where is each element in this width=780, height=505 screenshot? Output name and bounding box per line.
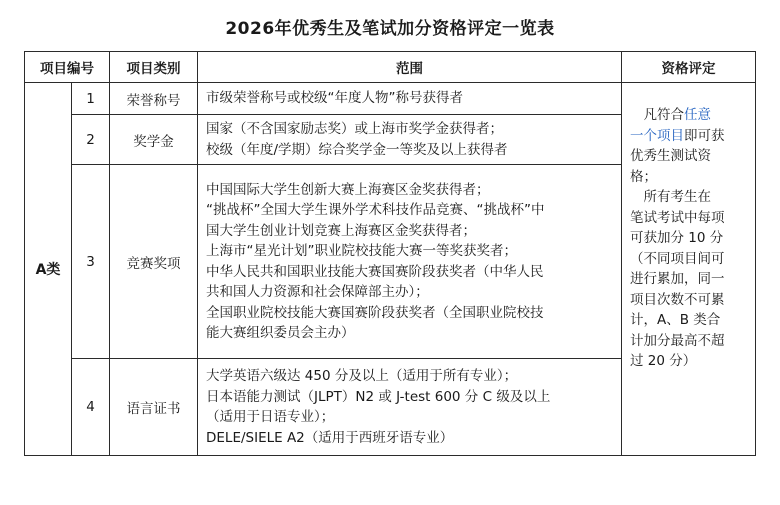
row-scope bbox=[198, 359, 622, 456]
row-scope bbox=[198, 165, 622, 359]
scope-line: 国大学生创业计划竞赛上海赛区金奖获得者； bbox=[206, 222, 476, 239]
row-number: 1 bbox=[72, 83, 110, 115]
qual-text: 即可获 bbox=[684, 127, 725, 144]
qual-line: 优秀生测试资 bbox=[630, 148, 711, 164]
scope-line: 中国国际大学生创新大赛上海赛区金奖获得者； bbox=[206, 181, 490, 198]
header-item-no: 项目编号 bbox=[25, 52, 110, 83]
qual-line: 笔试考试中每项 bbox=[630, 209, 725, 226]
qual-highlight: 任意 bbox=[684, 107, 711, 123]
scope-line: 全国职业院校技能大赛国赛阶段获奖者（全国职业院校技 bbox=[206, 304, 544, 321]
row-type: 奖学金 bbox=[110, 115, 198, 165]
qual-line: 可获加分 10 分 bbox=[630, 230, 724, 246]
row-number: 2 bbox=[72, 115, 110, 165]
scope-line: 中华人民共和国职业技能大赛国赛阶段获奖者（中华人民 bbox=[206, 263, 544, 280]
qual-line: 进行累加，同一 bbox=[630, 271, 725, 287]
qual-text: 凡符合 bbox=[630, 107, 684, 123]
scope-line: 大学英语六级达 450 分及以上（适用于所有专业）； bbox=[206, 368, 518, 384]
qual-line: （不同项目间可 bbox=[630, 250, 725, 267]
qual-highlight: 一个项目 bbox=[630, 127, 684, 144]
scope-line: 市级荣誉称号或校级“年度人物”称号获得者 bbox=[206, 90, 463, 107]
row-type: 语言证书 bbox=[110, 359, 198, 456]
row-type: 竞赛奖项 bbox=[110, 165, 198, 359]
category-cell: A类 bbox=[25, 83, 72, 456]
qualification-cell bbox=[622, 83, 756, 456]
scope-line: DELE/SIELE A2（适用于西班牙语专业） bbox=[206, 429, 454, 446]
row-number: 4 bbox=[72, 359, 110, 456]
row-type: 荣誉称号 bbox=[110, 83, 198, 115]
qual-line: 过 20 分） bbox=[630, 353, 697, 369]
scope-line: 能大赛组织委员会主办） bbox=[206, 325, 355, 341]
qual-line: 格； bbox=[630, 168, 657, 185]
qualification-table bbox=[24, 51, 756, 456]
scope-line: （适用于日语专业）； bbox=[206, 409, 335, 425]
qual-line: 项目次数不可累 bbox=[630, 291, 725, 308]
scope-line: “挑战杯”全国大学生课外学术科技作品竞赛、“挑战杯”中 bbox=[206, 202, 545, 218]
header-item-type: 项目类别 bbox=[110, 52, 198, 83]
row-scope bbox=[198, 83, 622, 115]
scope-line: 日本语能力测试（JLPT）N2 或 J-test 600 分 C 级及以上 bbox=[206, 388, 551, 405]
scope-line: 校级（年度/学期）综合奖学金一等奖及以上获得者 bbox=[206, 141, 508, 158]
qual-line: 计加分最高不超 bbox=[630, 332, 725, 349]
scope-line: 共和国人力资源和社会保障部主办）； bbox=[206, 284, 429, 300]
scope-line: 国家（不含国家励志奖）或上海市奖学金获得者； bbox=[206, 121, 503, 137]
qual-line: 所有考生在 bbox=[630, 189, 711, 205]
header-scope: 范围 bbox=[198, 52, 622, 83]
row-scope bbox=[198, 115, 622, 165]
page-title: 2026年优秀生及笔试加分资格评定一览表 bbox=[225, 19, 555, 39]
scope-line: 上海市“星光计划”职业院校技能大赛一等奖获奖者； bbox=[206, 243, 517, 259]
table-header-row bbox=[25, 52, 756, 83]
row-number: 3 bbox=[72, 165, 110, 359]
table-row bbox=[25, 83, 756, 115]
header-qualification: 资格评定 bbox=[622, 52, 756, 83]
qual-line: 计，A、B 类合 bbox=[630, 312, 721, 328]
